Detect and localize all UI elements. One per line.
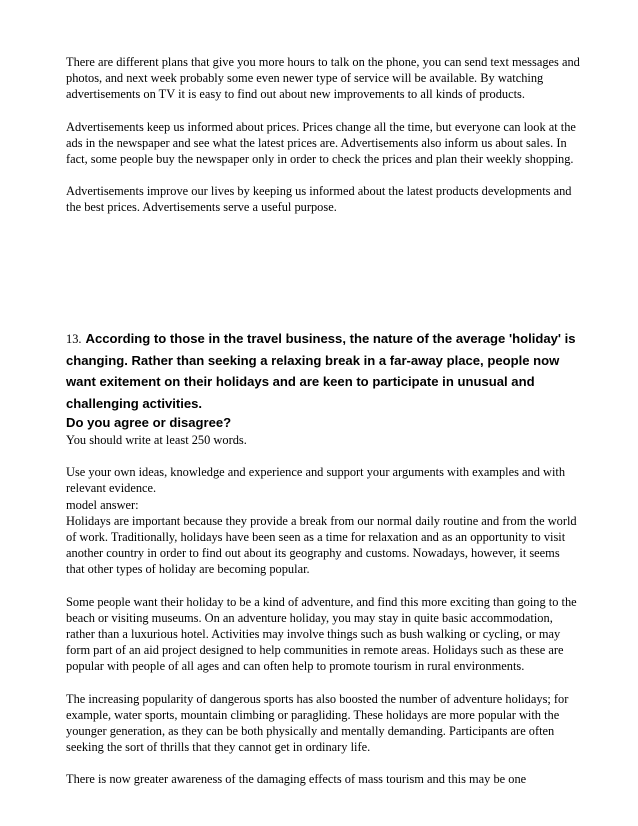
- model-answer-label: model answer:: [66, 497, 139, 512]
- intro-paragraph: Advertisements improve our lives by keeping us informed about the latest products developments and the best prices. Advertisements serve a useful purpose.: [66, 184, 572, 215]
- answer-paragraph: There is now greater awareness of the damaging effects of mass tourism and this may be one: [66, 772, 527, 787]
- answer-paragraph: Some people want their holiday to be a kind of adventure, and find this more exciting than going to the beach or visiting museums. On an adventure holiday, you may stay in quite basic accommodation, rather than a luxurious hotel. Activities may involve things such as bush walking or cycling, or may form part of an aid project designed to help communities in remote areas. Holidays such as these are popular with people of all ages and can often help to promote tourism in rural environments.: [66, 594, 577, 674]
- question-number: 13.: [66, 332, 82, 346]
- answer-paragraph: The increasing popularity of dangerous sports has also boosted the number of adventure holidays; for example, water sports, mountain climbing or paragliding. These holidays are more popular with the younger generation, as they can be both physically and mentally demanding. Participants are often seeking the sort of thrills that they cannot get in ordinary life.: [66, 691, 569, 755]
- intro-paragraph: There are different plans that give you more hours to talk on the phone, you can send text messages and photos, and next week probably some even newer type of service will be available. By watching advertisements on TV it is easy to find out about new improvements to all kinds of products.: [66, 55, 580, 102]
- word-limit: You should write at least 250 words.: [66, 433, 247, 447]
- answer-section: [66, 432, 581, 788]
- answer-paragraph: Holidays are important because they provide a break from our normal daily routine and from the world of work. Traditionally, holidays have been seen as a time for relaxation and as an opportunity to visit another country in order to find out about its geography and customs. Nowadays, however, it seems that other types of holiday are becoming popular.: [66, 513, 577, 577]
- question-prompt: Do you agree or disagree?: [66, 415, 232, 430]
- instruction: Use your own ideas, knowledge and experience and support your arguments with examples and with relevant evidence.: [66, 465, 566, 496]
- question-text: According to those in the travel business, the nature of the average 'holiday' is changing. Rather than seeking a relaxing break in a far-away place, people now want exitement on their holidays and are keen to participate in unusual and challenging activities.: [66, 331, 576, 411]
- question-heading: [66, 328, 586, 414]
- intro-paragraph: Advertisements keep us informed about prices. Prices change all the time, but everyone can look at the ads in the newspaper and see what the latest prices are. Advertisements also inform us about sales. In fact, some people buy the newspaper only in order to check the prices and plan their weekly shopping.: [66, 119, 576, 167]
- intro-section: [66, 54, 581, 216]
